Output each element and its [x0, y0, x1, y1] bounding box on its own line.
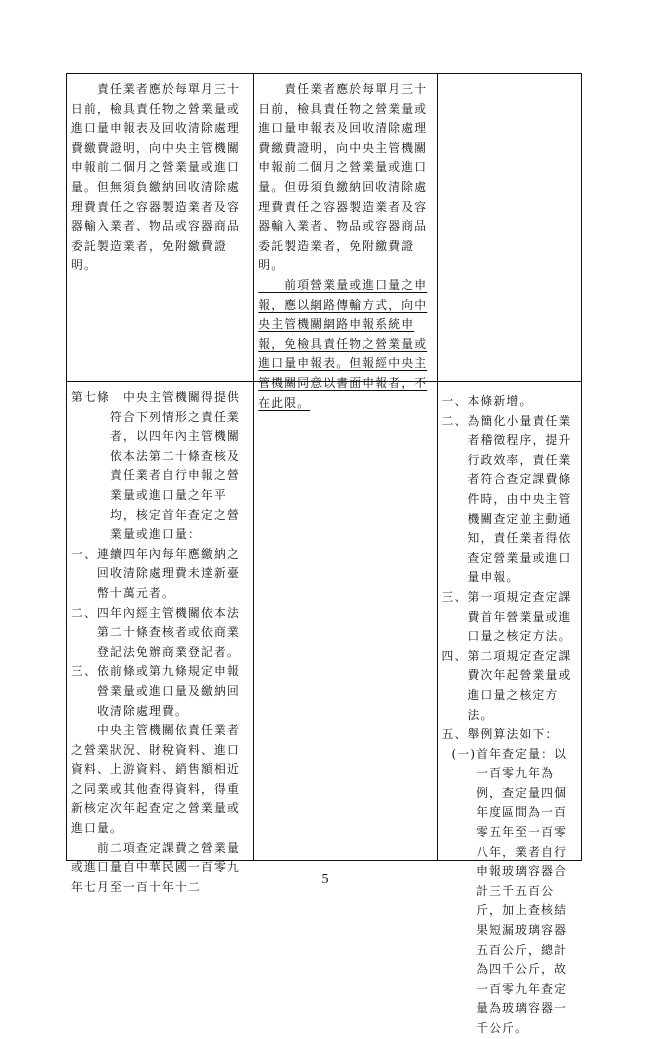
provision-paragraph: 中央主管機關依責任業者之營業狀況、財稅資料、進口資料、上游資料、銷售額相近之同業或其他查得資料，得重新核定次年起查定之營業量或進口量。	[71, 723, 240, 836]
sub-note-marker: (一)	[451, 746, 477, 761]
page-number: 5	[321, 872, 329, 887]
note-text: 舉例算法如下：	[467, 727, 559, 742]
note-item	[442, 725, 578, 745]
explanation-cell	[437, 382, 581, 1035]
article-label: 第七條	[71, 390, 110, 404]
list-text: 依前條或第九條規定申報營業量或進口量及繳納回收清除處理費。	[97, 664, 240, 718]
list-marker: 三、	[71, 664, 97, 679]
note-marker: 二、	[441, 413, 468, 428]
provision-paragraph-deleted: 前項營業量或進口量之申報，應以網路傳輸方式，向中央主管機關網路申報系統申報，免檢具責任物之營業量或進口量申報表。但報經中央主管機關同意以書面申報者，不在此限。	[258, 277, 428, 410]
sub-note-text: 首年查定量：以一百零九年為例，查定量四個年度區間為一百零五年至一百零八年，業者自行申報玻璃容器合計三千五百公斤，加上查核結果短漏玻璃容器五百公斤，總計為四千公斤，故一百零九年查定量為玻璃容器一千公斤。	[476, 746, 568, 1035]
list-marker: 一、	[71, 546, 97, 561]
note-marker: 三、	[441, 589, 468, 604]
current-provision-cell	[253, 74, 436, 410]
note-item	[442, 392, 578, 412]
sub-note-item	[452, 745, 578, 1039]
revised-provision-cell	[67, 74, 253, 381]
article-heading	[71, 388, 250, 545]
note-marker: 五、	[441, 727, 468, 742]
list-item	[71, 662, 250, 721]
list-text: 四年內經主管機關依本法第二十條查核者或依商業登記法免辦商業登記者。	[97, 605, 240, 659]
list-text: 連續四年內每年應繳納之回收清除處理費未達新臺幣十萬元者。	[97, 546, 240, 600]
provision-paragraph: 責任業者應於每單月三十日前，檢具責任物之營業量或進口量申報表及回收清除處理費繳費證明，向中央主管機關申報前二個月之營業量或進口量。但無須負繳納回收清除處理費責任之容器製造業者及容器輸入業者、物品或容器商品委託製造業者，免附繳費證明。	[71, 82, 240, 273]
amendment-comparison-table	[66, 73, 582, 1035]
provision-paragraph: 責任業者應於每單月三十日前，檢具責任物之營業量或進口量申報表及回收清除處理費繳費證明，向中央主管機關申報前二個月之營業量或進口量。但毋須負繳納回收清除處理費責任之容器製造業者及容器輸入業者、物品或容器商品委託製造業者，免附繳費證明。	[258, 82, 428, 273]
list-item	[71, 545, 250, 604]
note-item	[442, 647, 578, 725]
current-provision-cell	[253, 382, 436, 860]
article-intro: 中央主管機關得提供符合下列情形之責任業者，以四年內主管機關依本法第二十條查核及責任業者自行申報之營業量或進口量之年平均，核定首年查定之營業量或進口量：	[110, 390, 240, 542]
note-text: 為簡化小量責任業者稽徵程序，提升行政效率，責任業者符合查定課費條件時，由中央主管機關查定並主動通知，責任業者得依查定營業量或進口量申報。	[467, 413, 572, 585]
provision-paragraph: 前二項查定課費之營業量或進口量自中華民國一百零九年七月至一百十年十二	[71, 840, 240, 894]
table-row	[67, 381, 581, 1035]
note-text: 第二項規定查定課費次年起營業量或進口量之核定方法。	[467, 648, 572, 722]
list-item	[71, 604, 250, 663]
note-text: 本條新增。	[467, 394, 533, 408]
note-item	[442, 412, 578, 588]
note-text: 第一項規定查定課費首年營業量或進口量之核定方法。	[467, 589, 572, 644]
explanation-cell	[437, 74, 581, 381]
note-item	[442, 588, 578, 647]
revised-provision-cell	[67, 382, 253, 894]
note-marker: 四、	[441, 648, 468, 663]
note-marker: 一、	[441, 394, 468, 408]
list-marker: 二、	[71, 605, 97, 620]
